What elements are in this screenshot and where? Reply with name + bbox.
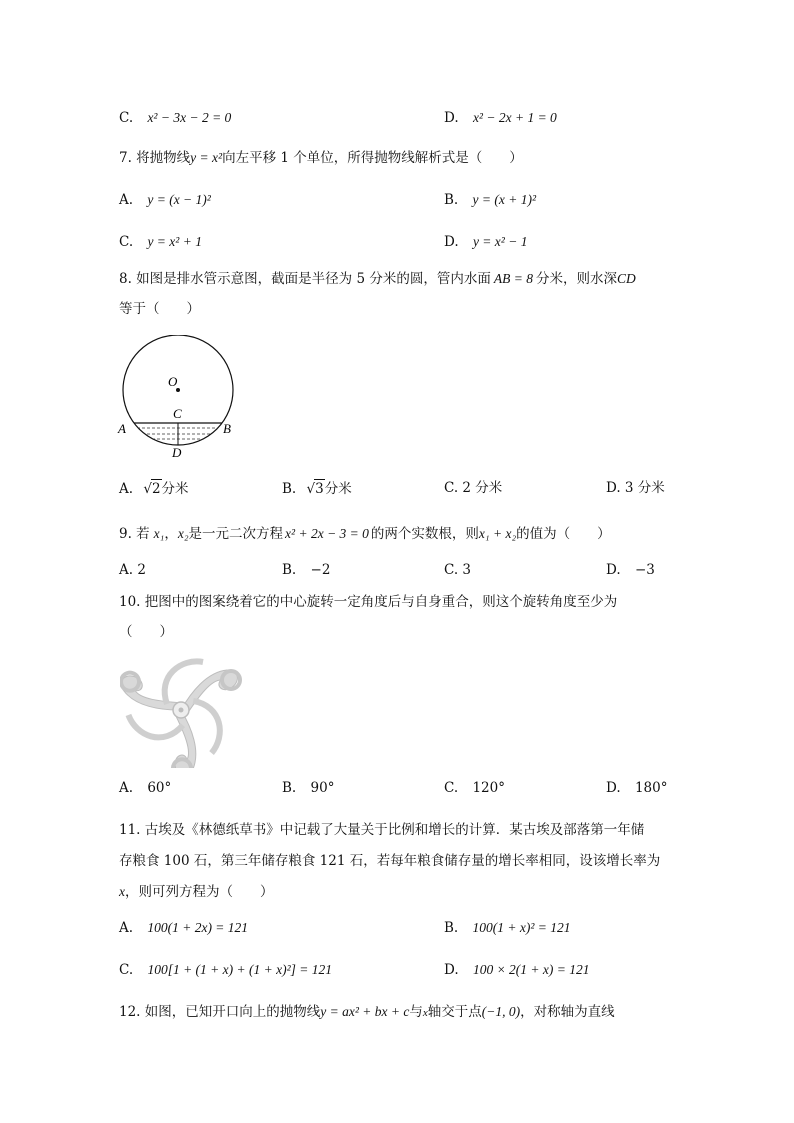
q8-stem-cd: CD xyxy=(616,271,636,286)
q8-option-a-radicand: 2 xyxy=(151,481,161,497)
q7-option-b xyxy=(444,191,536,209)
q11-option-b xyxy=(444,919,571,937)
q10-stem-paren: （ ） xyxy=(119,624,173,640)
q10-option-b-label: B. xyxy=(282,780,297,796)
q6-option-d xyxy=(444,109,557,127)
q8-stem-text-a: 8. 如图是排水管示意图，截面是半径为 5 分米的圆，管内水面 xyxy=(119,271,491,287)
q7-option-a xyxy=(119,191,211,209)
pipe-cross-section-figure xyxy=(112,335,244,463)
label-a: A xyxy=(118,421,126,436)
q8-option-b-label: B. xyxy=(282,481,297,497)
q7-stem-text-a: 7. 将抛物线 xyxy=(119,150,191,166)
q11-option-c-expr: 100[1 + (1 + x) + (1 + x)²] = 121 xyxy=(147,962,333,977)
q11-option-b-label: B. xyxy=(444,920,459,936)
q10-option-b-value: 90° xyxy=(310,780,335,796)
q12-stem-text-c: 轴交于点 xyxy=(427,1004,482,1020)
q10-option-c-value: 120° xyxy=(472,780,505,796)
q8-stem xyxy=(119,270,636,288)
q9-option-d-value: −3 xyxy=(634,562,655,578)
q8-option-a-unit: 分米 xyxy=(161,481,189,497)
q10-option-d-value: 180° xyxy=(634,780,668,796)
q11-option-a xyxy=(119,919,248,937)
q7-stem-text-b: 向左平移 1 个单位，所得抛物线解析式是（ ） xyxy=(222,150,523,166)
q9-stem-text-b: 是一元二次方程 xyxy=(188,526,284,542)
q11-option-a-expr: 100(1 + 2x) = 121 xyxy=(147,920,249,935)
q11-stem-line3-text: ，则可列方程为（ ） xyxy=(125,884,274,900)
q6-option-d-label: D. xyxy=(444,110,459,126)
q7-option-b-expr: y = (x + 1)² xyxy=(472,192,537,207)
q12-stem-text-a: 12. 如图，已知开口向上的抛物线 xyxy=(119,1004,321,1020)
q12-stem-expr: y = ax² + bx + c xyxy=(320,1004,410,1019)
q10-option-b xyxy=(282,779,334,797)
q12-stem-text-d: ，对称轴为直线 xyxy=(520,1004,615,1020)
q11-option-d-label: D. xyxy=(444,962,459,978)
label-b: B xyxy=(223,421,231,436)
q9-x1: x₁ xyxy=(153,526,165,541)
q9-stem-text-a: 9. 若 xyxy=(119,526,150,542)
label-d: D xyxy=(172,445,182,460)
q12-stem xyxy=(119,1003,615,1022)
swirl-pattern-figure xyxy=(120,652,242,768)
q9-comma: ， xyxy=(164,526,178,542)
q11-option-b-expr: 100(1 + x)² = 121 xyxy=(472,920,571,935)
q7-stem xyxy=(119,149,523,167)
q9-option-c: C. 3 xyxy=(444,562,472,578)
q9-option-d-label: D. xyxy=(606,562,621,578)
q9-option-b-value: −2 xyxy=(310,562,331,578)
q8-stem-cont: 等于（ ） xyxy=(119,301,200,317)
q11-stem-line1: 11. 古埃及《林德纸草书》中记载了大量关于比例和增长的计算．某古埃及部落第一年储 xyxy=(119,822,645,838)
q9-stem-text-c: 的两个实数根，则 xyxy=(370,526,479,542)
q8-option-a-label: A. xyxy=(119,481,134,497)
q10-option-a-label: A. xyxy=(119,780,134,796)
label-c: C xyxy=(173,406,182,421)
q8-stem-expr: AB = 8 xyxy=(493,271,533,286)
q11-stem-line3 xyxy=(119,883,274,901)
q6-option-c-label: C. xyxy=(119,110,134,126)
q10-option-c xyxy=(444,779,505,797)
label-o: O xyxy=(168,374,178,389)
q7-option-d-label: D. xyxy=(444,234,459,250)
q8-option-b-radicand: 3 xyxy=(315,481,324,497)
q10-option-d-label: D. xyxy=(606,780,621,796)
q9-option-a: A. 2 xyxy=(119,562,146,578)
q6-option-c xyxy=(119,109,231,127)
q8-stem-text-b: 分米，则水深 xyxy=(535,271,617,287)
q11-stem-line2: 存粮食 100 石，第三年储存粮食 121 石，若每年粮食储存量的增长率相同，设该增长率为 xyxy=(119,853,661,869)
q12-point: (−1, 0) xyxy=(481,1004,521,1019)
q9-option-b xyxy=(282,561,330,579)
q7-option-b-label: B. xyxy=(444,192,459,208)
q7-option-d xyxy=(444,233,527,251)
q11-option-d-expr: 100 × 2(1 + x) = 121 xyxy=(472,962,590,977)
q9-sum: x₁ + x₂ xyxy=(478,526,517,541)
q11-option-a-label: A. xyxy=(119,920,134,936)
q7-option-d-expr: y = x² − 1 xyxy=(472,234,528,249)
q9-stem-text-d: 的值为（ ） xyxy=(516,526,611,542)
q11-option-d xyxy=(444,961,590,979)
q6-option-d-expr: x² − 2x + 1 = 0 xyxy=(472,110,557,125)
q10-option-c-label: C. xyxy=(444,780,459,796)
q9-option-b-label: B. xyxy=(282,562,297,578)
q11-option-c-label: C. xyxy=(119,962,134,978)
q7-option-c-expr: y = x² + 1 xyxy=(147,234,202,249)
q12-stem-text-b: 与 xyxy=(409,1004,423,1020)
q10-option-a-value: 60° xyxy=(147,780,172,796)
q9-equation: x² + 2x − 3 = 0 xyxy=(285,526,369,541)
q7-option-a-label: A. xyxy=(119,192,134,208)
q9-option-d xyxy=(606,561,655,579)
q11-variable-x: x xyxy=(119,884,125,899)
q8-option-b-unit: 分米 xyxy=(324,481,352,497)
q9-stem xyxy=(119,525,611,543)
q7-option-c-label: C. xyxy=(119,234,134,250)
q11-option-c xyxy=(119,961,332,979)
q9-x2: x₂ xyxy=(177,526,189,541)
q8-option-b: B. √3分米 xyxy=(282,481,352,497)
q7-option-c xyxy=(119,233,202,251)
q8-option-d: D. 3 分米 xyxy=(606,480,665,496)
q10-stem: 10. 把图中的图案绕着它的中心旋转一定角度后与自身重合，则这个旋转角度至少为 xyxy=(119,594,618,610)
q7-option-a-expr: y = (x − 1)² xyxy=(147,192,211,207)
q6-option-c-expr: x² − 3x − 2 = 0 xyxy=(147,110,232,125)
q12-variable-x: x xyxy=(422,1007,428,1019)
q10-option-a xyxy=(119,779,171,797)
q8-option-c: C. 2 分米 xyxy=(444,480,503,496)
q8-option-a: A. √2分米 xyxy=(119,481,189,497)
q10-option-d xyxy=(606,779,667,797)
q7-stem-expr: y = x² xyxy=(190,150,223,165)
